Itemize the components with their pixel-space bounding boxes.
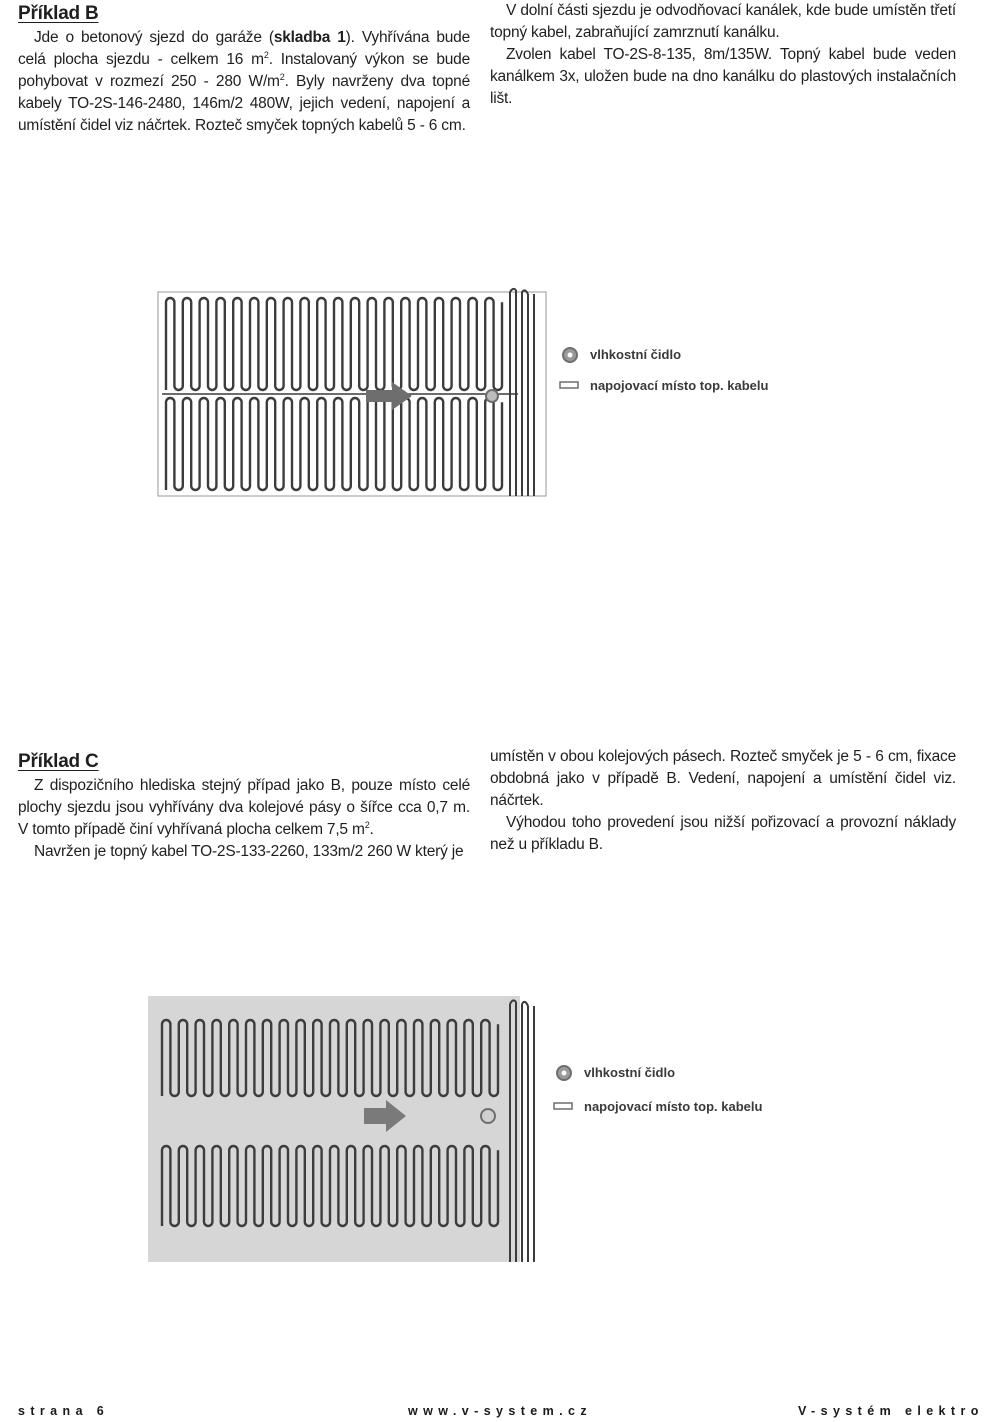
sensor-marker: [486, 390, 498, 402]
sensor-marker: [481, 1109, 495, 1123]
heating-cable-top-strip: [162, 1020, 498, 1096]
section-c-paragraph-1: Z dispozičního hlediska stejný případ jako B, pouze místo celé plochy sjezdu jsou vyhřívány dva kolejové pásy o šířce cca 0,7 m. V tomto případě činí vyhřívaná plocha celkem 7,5 $m^2$.: [18, 777, 470, 838]
heating-cable-top: [166, 298, 502, 390]
footer-company: V-systém elektro: [798, 1404, 984, 1418]
section-b-heading: Příklad B: [18, 3, 99, 24]
section-c-paragraph-2-end: umístěn v obou kolejových pásech. Rozteč smyček je 5 - 6 cm, fixace obdobná jako v případě B. Vedení, napojení a umístění čidel viz. náčrtek.: [490, 748, 956, 809]
legend-sensor-label: vlhkostní čidlo: [590, 347, 682, 362]
legend-connection-label: napojovací místo top. kabelu: [590, 378, 769, 393]
section-c-paragraph-2-start: Navržen je topný kabel TO-2S-133-2260, 133m/2 260 W který je: [34, 843, 464, 860]
section-c-paragraph-3: Výhodou toho provedení jsou nižší pořizovací a provozní náklady než u příkladu B.: [490, 814, 956, 853]
legend-connection: [560, 378, 768, 393]
footer-website[interactable]: www.v-system.cz: [408, 1404, 593, 1418]
heating-cable-diagram-b: [150, 286, 790, 500]
section-b-right-column: [490, 0, 956, 110]
legend-sensor: [563, 347, 681, 362]
connection-icon: [554, 1103, 572, 1109]
section-c-left-column: [18, 750, 470, 863]
section-c-heading: Příklad C: [18, 751, 99, 772]
legend-connection: [554, 1099, 762, 1114]
heating-cable-bottom: [166, 398, 502, 490]
section-b-paragraph-2: V dolní části sjezdu je odvodňovací kanálek, kde bude umístěn třetí topný kabel, zabraňující zamrznutí kanálku.: [490, 2, 956, 41]
direction-arrow: [366, 382, 412, 410]
heating-cable-bottom-strip: [162, 1146, 498, 1226]
section-c-right-column: [490, 746, 956, 856]
legend-sensor-label: vlhkostní čidlo: [584, 1065, 676, 1080]
legend-sensor: [557, 1065, 675, 1080]
section-b-paragraph-3: Zvolen kabel TO-2S-8-135, 8m/135W. Topný kabel bude veden kanálkem 3x, uložen bude na dno kanálku do plastových instalačních lišt.: [490, 46, 956, 107]
heating-cable-diagram-c: [148, 996, 788, 1262]
legend-connection-label: napojovací místo top. kabelu: [584, 1099, 763, 1114]
section-b-paragraph-1: Jde o betonový sjezd do garáže (skladba 1). Vyhřívána bude celá plocha sjezdu - celkem 16 $m^2$. Instalovaný výkon se bude pohybovat v rozmezí 250 - 280 $W/m^2$. Byly navrženy dva topné kabely TO-2S-146-2480, 146m/2 480W, jejich vedení, napojení a umístění čidel viz náčrtek. Rozteč smyček topných kabelů 5 - 6 cm.: [18, 29, 471, 134]
connection-icon: [560, 382, 578, 388]
section-b-left-column: [18, 2, 470, 137]
footer-page-number: strana 6: [18, 1404, 110, 1418]
drain-channel: [510, 289, 534, 496]
